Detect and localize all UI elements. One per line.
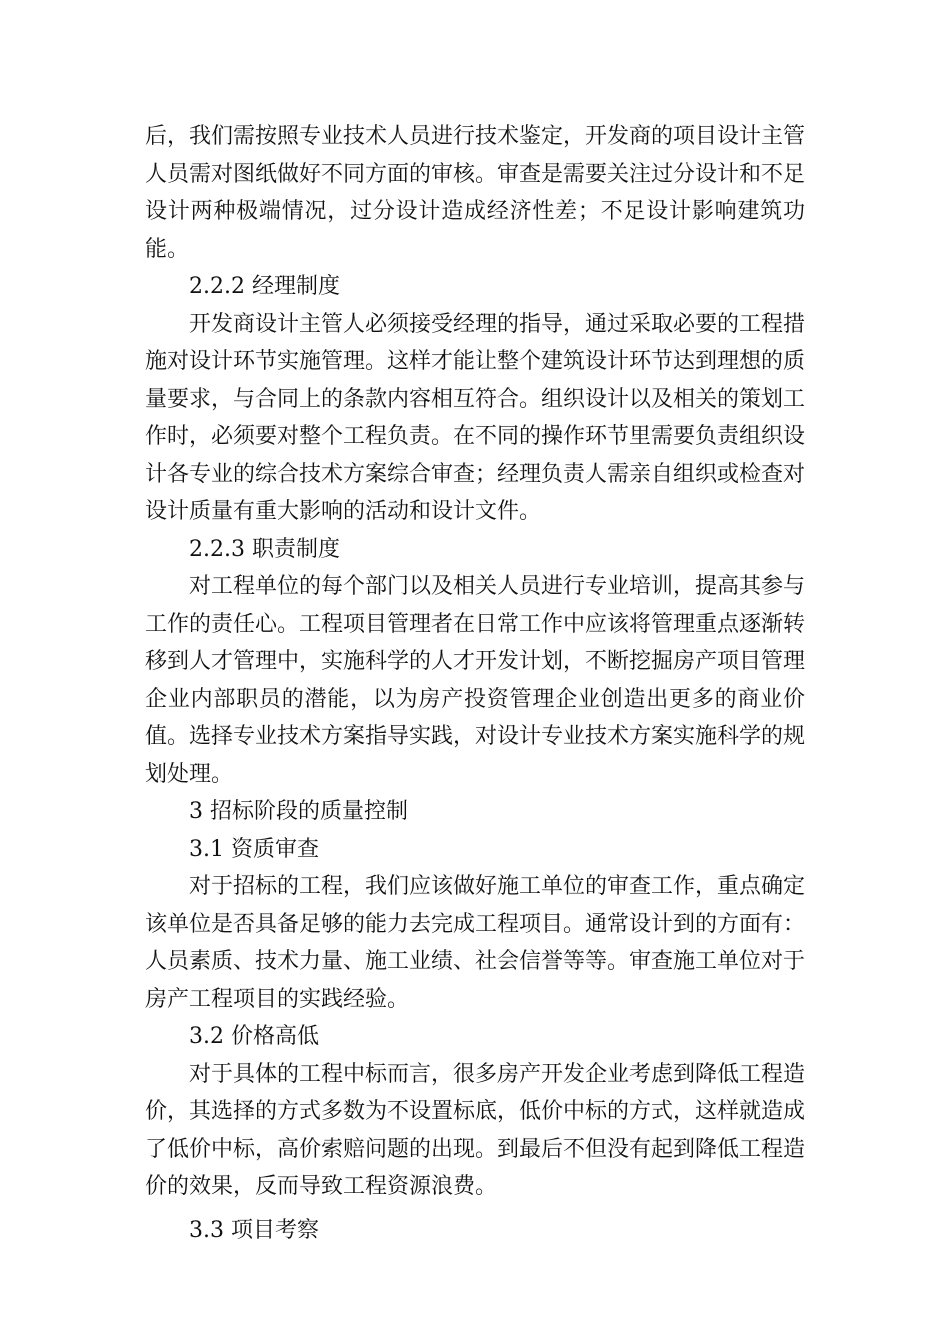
paragraph-design-review-continued: 后，我们需按照专业技术人员进行技术鉴定，开发商的项目设计主管人员需对图纸做好不同方面的审核。审查是需要关注过分设计和不足设计两种极端情况，过分设计造成经济性差；不足设计影响建筑功能。 — [145, 124, 806, 262]
section-heading-2-2-2: 2.2.2 经理制度 — [189, 274, 340, 299]
section-heading-3-2: 3.2 价格高低 — [189, 1024, 319, 1049]
section-heading-3-3: 3.3 项目考察 — [189, 1217, 319, 1243]
paragraph-price-level: 对于具体的工程中标而言，很多房产开发企业考虑到降低工程造价，其选择的方式多数为不设置标底，低价中标的方式，这样就造成了低价中标，高价索赔问题的出现。到最后不但没有起到降低工程造价的效果，反而导致工程资源浪费。 — [145, 1061, 806, 1199]
section-heading-3: 3 招标阶段的质量控制 — [189, 799, 408, 824]
paragraph-manager-system: 开发商设计主管人必须接受经理的指导，通过采取必要的工程措施对设计环节实施管理。这样才能让整个建筑设计环节达到理想的质量要求，与合同上的条款内容相互符合。组织设计以及相关的策划工作时，必须要对整个工程负责。在不同的操作环节里需要负责组织设计各专业的综合技术方案综合审查；经理负责人需亲自组织或检查对设计质量有重大影响的活动和设计文件。 — [145, 311, 806, 524]
section-heading-3-1: 3.1 资质审查 — [189, 836, 319, 862]
paragraph-responsibility-system: 对工程单位的每个部门以及相关人员进行专业培训，提高其参与工作的责任心。工程项目管理者在日常工作中应该将管理重点逐渐转移到人才管理中，实施科学的人才开发计划，不断挖掘房产项目管理企业内部职员的潜能，以为房产投资管理企业创造出更多的商业价值。选择专业技术方案指导实践，对设计专业技术方案实施科学的规划处理。 — [145, 574, 806, 787]
section-heading-2-2-3: 2.2.3 职责制度 — [189, 536, 340, 562]
paragraph-qualification-review: 对于招标的工程，我们应该做好施工单位的审查工作，重点确定该单位是否具备足够的能力去完成工程项目。通常设计到的方面有：人员素质、技术力量、施工业绩、社会信誉等等。审查施工单位对于房产工程项目的实践经验。 — [145, 874, 806, 1012]
document-body — [145, 118, 805, 1249]
